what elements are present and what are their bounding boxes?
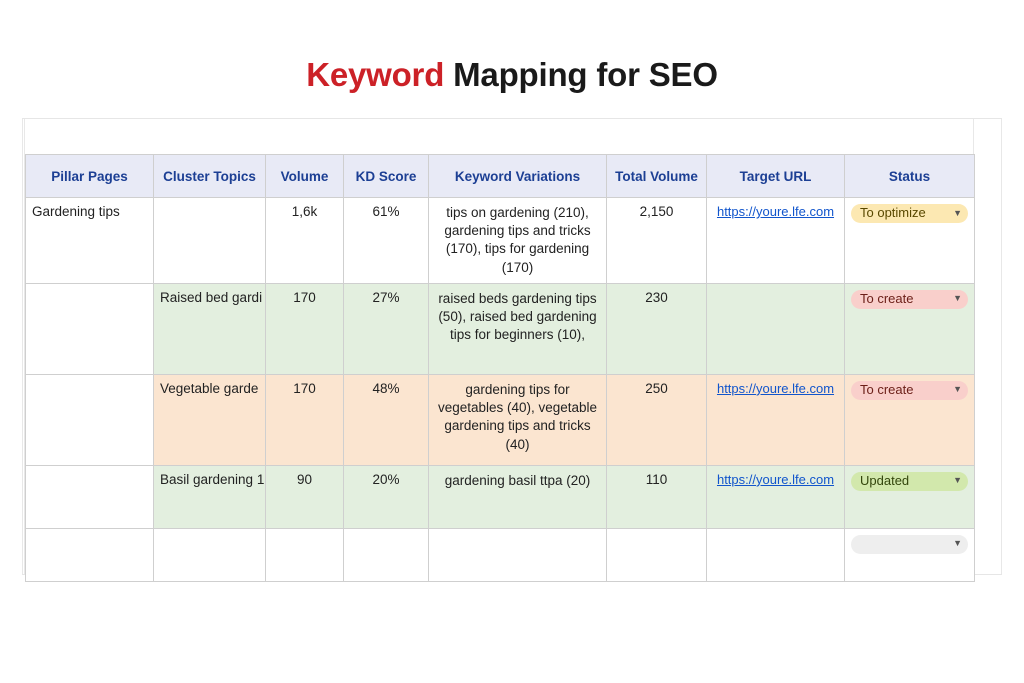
cell-total-volume[interactable]: 230 — [607, 283, 707, 374]
cell-kd-score[interactable] — [344, 528, 429, 581]
keyword-mapping-table — [25, 154, 975, 582]
table-row — [26, 198, 975, 284]
cell-status[interactable] — [845, 374, 975, 465]
cell-total-volume[interactable]: 250 — [607, 374, 707, 465]
table-row — [26, 465, 975, 528]
page-title-accent: Keyword — [306, 56, 445, 93]
cell-pillar-page[interactable] — [26, 374, 154, 465]
column-header-pillar-pages[interactable]: Pillar Pages — [26, 155, 154, 198]
chevron-down-icon[interactable]: ▼ — [953, 293, 962, 304]
status-badge[interactable] — [851, 204, 968, 223]
cell-keyword-variations[interactable]: raised beds gardening tips (50), raised bed gardening tips for beginners (10), — [429, 283, 607, 374]
column-header-status[interactable]: Status — [845, 155, 975, 198]
cell-status[interactable] — [845, 465, 975, 528]
spreadsheet-area — [22, 118, 1002, 575]
cell-pillar-page[interactable] — [26, 465, 154, 528]
status-badge[interactable] — [851, 290, 968, 309]
cell-cluster-topic[interactable] — [154, 198, 266, 284]
column-header-cluster-topics[interactable]: Cluster Topics — [154, 155, 266, 198]
cell-cluster-topic[interactable]: Raised bed gardi — [154, 283, 266, 374]
table-row — [26, 374, 975, 465]
target-url-link[interactable]: https://youre.lfe.com — [716, 204, 835, 219]
column-header-total-volume[interactable]: Total Volume — [607, 155, 707, 198]
cell-status[interactable] — [845, 528, 975, 581]
table-header — [26, 155, 975, 198]
cell-target-url[interactable] — [707, 465, 845, 528]
column-header-keyword-variations[interactable]: Keyword Variations — [429, 155, 607, 198]
chevron-down-icon[interactable]: ▼ — [953, 538, 962, 549]
cell-cluster-topic[interactable]: Basil gardening 1 — [154, 465, 266, 528]
cell-total-volume[interactable]: 110 — [607, 465, 707, 528]
cell-keyword-variations[interactable]: gardening tips for vegetables (40), vegetable gardening tips and tricks (40) — [429, 374, 607, 465]
column-header-volume[interactable]: Volume — [266, 155, 344, 198]
column-header-kd-score[interactable]: KD Score — [344, 155, 429, 198]
page-title — [306, 56, 718, 93]
cell-volume[interactable]: 170 — [266, 374, 344, 465]
column-header-target-url[interactable]: Target URL — [707, 155, 845, 198]
cell-volume[interactable]: 90 — [266, 465, 344, 528]
status-label: To create — [860, 381, 914, 397]
column-guide-left-1 — [22, 119, 23, 574]
page-title-rest: Mapping for SEO — [444, 56, 718, 93]
cell-total-volume[interactable] — [607, 528, 707, 581]
table-body — [26, 198, 975, 582]
cell-keyword-variations[interactable]: gardening basil ttpa (20) — [429, 465, 607, 528]
table-row — [26, 283, 975, 374]
column-guide-right-2 — [1001, 119, 1002, 574]
cell-target-url[interactable] — [707, 528, 845, 581]
cell-cluster-topic[interactable]: Vegetable garde — [154, 374, 266, 465]
status-label: To optimize — [860, 205, 926, 220]
chevron-down-icon[interactable]: ▼ — [953, 384, 962, 395]
chevron-down-icon[interactable]: ▼ — [953, 475, 962, 486]
cell-pillar-page[interactable]: Gardening tips — [26, 198, 154, 284]
cell-volume[interactable]: 1,6k — [266, 198, 344, 284]
status-label: To create — [860, 290, 914, 306]
cell-keyword-variations[interactable] — [429, 528, 607, 581]
status-badge[interactable] — [851, 381, 968, 400]
cell-status[interactable] — [845, 198, 975, 284]
target-url-link[interactable]: https://youre.lfe.com — [716, 471, 835, 487]
status-label: Updated — [860, 472, 910, 488]
cell-target-url[interactable] — [707, 283, 845, 374]
status-badge[interactable] — [851, 472, 968, 491]
status-badge-empty[interactable] — [851, 535, 968, 554]
table-row — [26, 528, 975, 581]
target-url-link[interactable]: https://youre.lfe.com — [716, 380, 835, 396]
cell-keyword-variations[interactable]: tips on gardening (210), gardening tips and tricks (170), tips for gardening (170) — [429, 198, 607, 284]
cell-kd-score[interactable]: 48% — [344, 374, 429, 465]
cell-kd-score[interactable]: 61% — [344, 198, 429, 284]
cell-pillar-page[interactable] — [26, 283, 154, 374]
chevron-down-icon[interactable]: ▼ — [953, 207, 962, 218]
cell-pillar-page[interactable] — [26, 528, 154, 581]
cell-volume[interactable]: 170 — [266, 283, 344, 374]
cell-status[interactable] — [845, 283, 975, 374]
cell-target-url[interactable] — [707, 374, 845, 465]
cell-target-url[interactable] — [707, 198, 845, 284]
cell-volume[interactable] — [266, 528, 344, 581]
cell-cluster-topic[interactable] — [154, 528, 266, 581]
cell-kd-score[interactable]: 27% — [344, 283, 429, 374]
cell-kd-score[interactable]: 20% — [344, 465, 429, 528]
table-header-row — [26, 155, 975, 198]
page-title-wrap — [0, 0, 1024, 94]
cell-total-volume[interactable]: 2,150 — [607, 198, 707, 284]
